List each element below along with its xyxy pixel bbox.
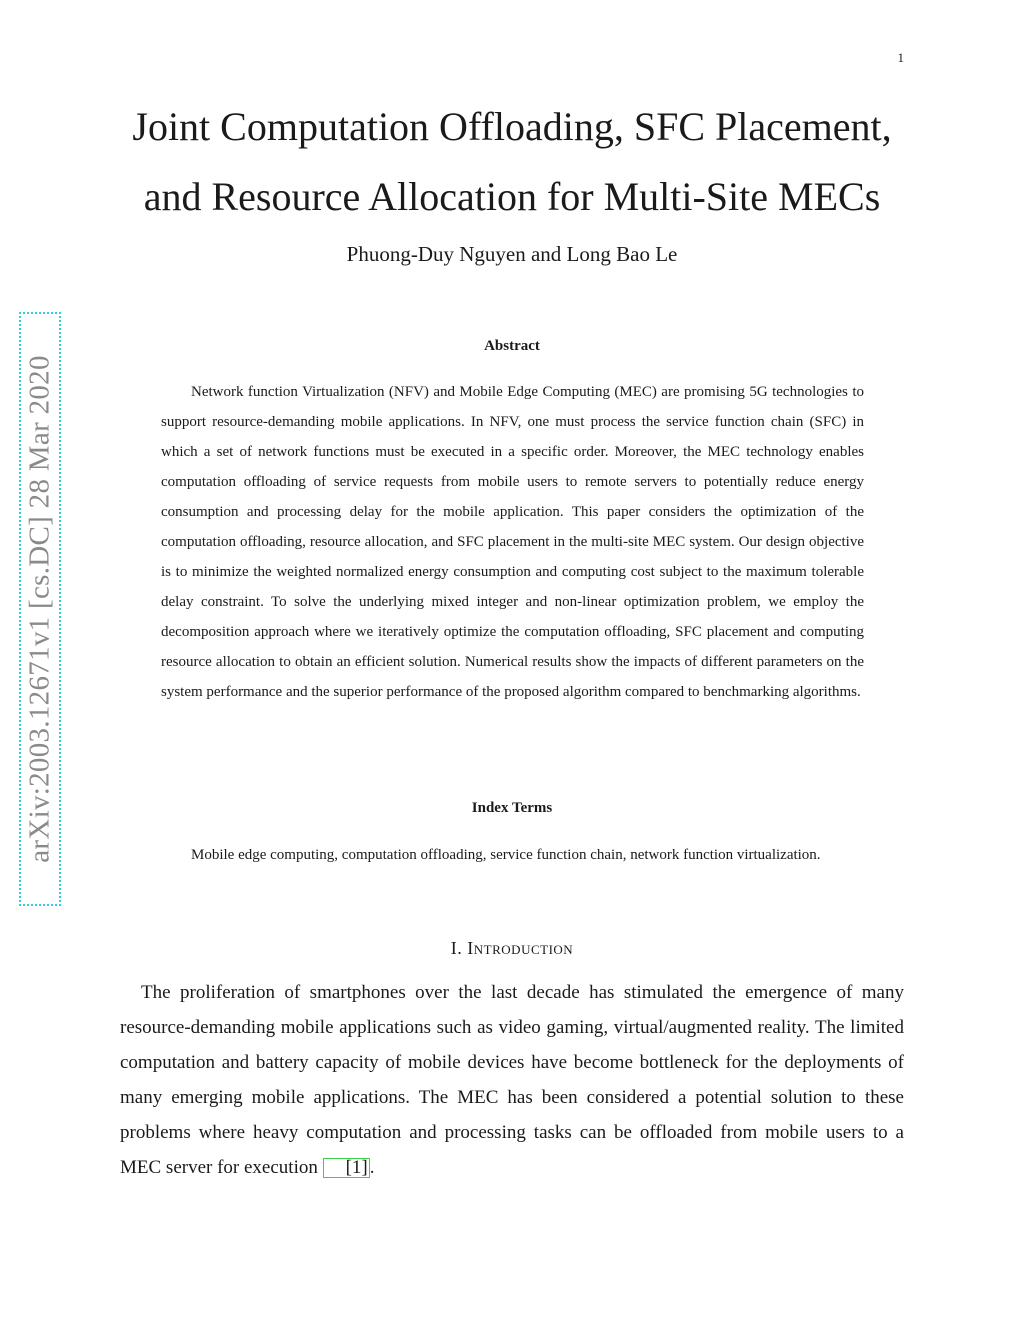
introduction-text: The proliferation of smartphones over the last decade has stimulated the emergence of many resource-demanding mobile applications such as video gaming, virtual/augmented reality. The limited computation and battery capacity of mobile devices have become bottleneck for the deployments of many emerging mobile applications. The MEC has been considered a potential solution to these problems where heavy computation and processing tasks can be offloaded from mobile users to a MEC server for execution [120, 982, 904, 1178]
paper-title-line-1: Joint Computation Offloading, SFC Placement, [132, 104, 892, 149]
arxiv-stamp-text: arXiv:2003.12671v1 [cs.DC] 28 Mar 2020 [23, 355, 56, 863]
introduction-paragraph [120, 975, 904, 1185]
paper-title [100, 92, 924, 232]
section-title: Introduction [467, 938, 574, 958]
index-terms-body: Mobile edge computing, computation offloading, service function chain, network function virtualization. [191, 847, 821, 863]
citation-link[interactable]: [1] [323, 1158, 370, 1178]
index-terms-heading: Index Terms [471, 800, 553, 816]
abstract-body: Network function Virtualization (NFV) and Mobile Edge Computing (MEC) are promising 5G technologies to support resource-demanding mobile applications. In NFV, one must process the service function chain (SFC) in which a set of network functions must be executed in a specific order. Moreover, the MEC technology enables computation offloading of service requests from mobile users to remote servers to potentially reduce energy consumption and processing delay for the mobile application. This paper considers the optimization of the computation offloading, resource allocation, and SFC placement in the multi-site MEC system. Our design objective is to minimize the weighted normalized energy consumption and computing cost subject to the maximum tolerable delay constraint. To solve the underlying mixed integer and non-linear optimization problem, we employ the decomposition approach where we iteratively optimize the computation offloading, SFC placement and computing resource allocation to obtain an efficient solution. Numerical results show the impacts of different parameters on the system performance and the superior performance of the proposed algorithm compared to benchmarking algorithms. [161, 384, 864, 700]
arxiv-stamp-link[interactable] [19, 312, 61, 906]
introduction-heading [100, 938, 924, 959]
paper-title-line-2: and Resource Allocation for Multi-Site MECs [143, 174, 881, 219]
abstract-heading: Abstract [484, 338, 540, 354]
section-numeral: I. [450, 938, 463, 958]
author-list: Phuong-Duy Nguyen and Long Bao Le [346, 242, 678, 266]
introduction-trailing: . [369, 1157, 375, 1178]
page-number: 1 [897, 50, 904, 65]
